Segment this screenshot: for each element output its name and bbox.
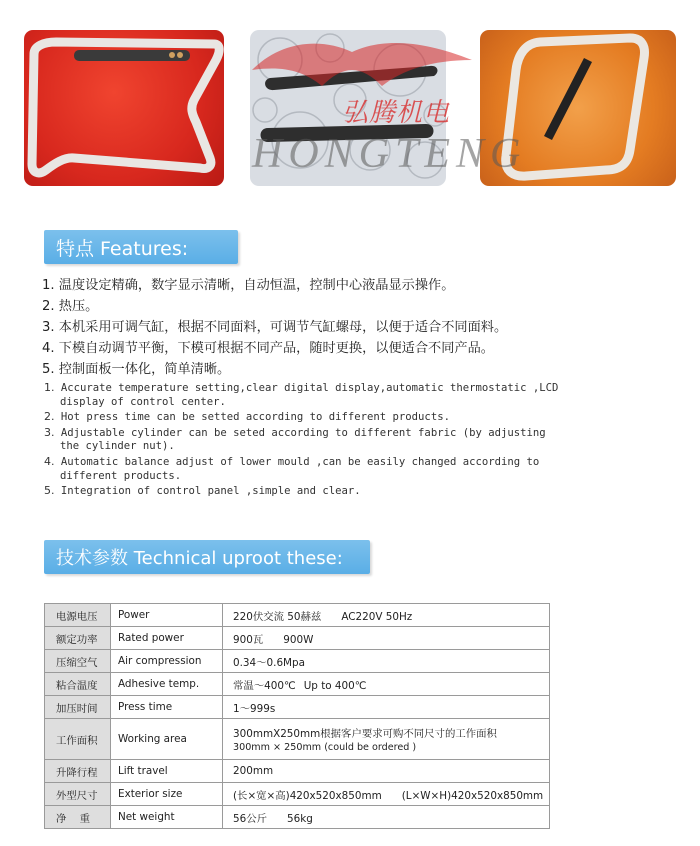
table-row — [45, 806, 550, 829]
spec-label-cn: 额定功率 — [45, 627, 111, 650]
feature-cn-item: 2. 热压。 — [42, 299, 99, 314]
spec-value-sub: 300mm × 250mm (could be ordered ) — [233, 742, 417, 753]
feature-en-number: 2. — [44, 410, 55, 424]
feature-cn-item: 4. 下模自动调节平衡，下模可根据不同产品，随时更换，以便适合不同产品。 — [42, 341, 494, 356]
spec-value-en: 900W — [283, 633, 314, 646]
feature-cn-item: 3. 本机采用可调气缸，根据不同面料，可调节气缸螺母，以便于适合不同面料。 — [42, 320, 508, 335]
features-header: 特点 Features: — [44, 230, 238, 264]
feature-en-item — [44, 381, 664, 409]
spec-value-cn: 900瓦 — [233, 633, 264, 646]
feature-cn-item: 1. 温度设定精确，数字显示清晰，自动恒温，控制中心液晶显示操作。 — [42, 278, 455, 293]
spec-value — [223, 760, 550, 783]
spec-value-cn: 1～999s — [233, 702, 276, 715]
spec-table — [44, 603, 550, 829]
spec-label-cn: 升降行程 — [45, 760, 111, 783]
technical-header: 技术参数 Technical uproot these: — [44, 540, 370, 574]
product-photos — [0, 0, 700, 195]
spec-value-cn: 300mmX250mm根据客户要求可购不同尺寸的工作面积 — [233, 728, 497, 740]
spec-value — [223, 806, 550, 829]
feature-en-item — [44, 426, 664, 454]
table-row — [45, 627, 550, 650]
table-row — [45, 696, 550, 719]
spec-value — [223, 783, 550, 806]
spec-value-en: 56kg — [287, 812, 313, 825]
spec-value — [223, 627, 550, 650]
spec-value — [223, 719, 550, 760]
spec-label-cn: 工作面积 — [45, 719, 111, 760]
feature-en-number: 5. — [44, 484, 55, 498]
feature-en-item — [44, 484, 664, 499]
spec-value — [223, 673, 550, 696]
feature-en-item — [44, 455, 664, 483]
spec-label-cn: 电源电压 — [45, 604, 111, 627]
spec-label-cn: 粘合温度 — [45, 673, 111, 696]
features-list-cn — [42, 275, 662, 380]
feature-cn-item: 5. 控制面板一体化，简单清晰。 — [42, 362, 231, 377]
feature-en-item — [44, 410, 664, 425]
table-row — [45, 783, 550, 806]
watermark-en: HONGTENG — [252, 131, 527, 177]
spec-value-cn: 常温～400℃ — [233, 679, 296, 692]
spec-label-en: Rated power — [111, 627, 223, 650]
spec-label-en: Power — [111, 604, 223, 627]
spec-value — [223, 604, 550, 627]
spec-value-cn: 56公斤 — [233, 812, 268, 825]
features-list-en — [44, 381, 664, 500]
table-row — [45, 673, 550, 696]
feature-en-number: 3. — [44, 425, 55, 439]
feature-en-number: 4. — [44, 454, 55, 468]
spec-label-en: Net weight — [111, 806, 223, 829]
spec-value — [223, 696, 550, 719]
table-row — [45, 760, 550, 783]
feature-en-number: 1. — [44, 381, 55, 394]
spec-label-en: Press time — [111, 696, 223, 719]
spec-value-cn: (长×宽×高)420x520x850mm — [233, 789, 382, 802]
spec-value — [223, 650, 550, 673]
feature-en-text-cont: the cylinder nut). — [60, 440, 175, 453]
spec-label-cn: 压缩空气 — [45, 650, 111, 673]
spec-value-cn: 0.34～0.6Mpa — [233, 656, 305, 669]
spec-value-en: Up to 400℃ — [303, 679, 367, 692]
feature-en-text: Automatic balance adjust of lower mould ,can be easily changed according to — [60, 455, 540, 468]
feature-en-text-cont: display of control center. — [60, 395, 226, 408]
spec-value-cn: 200mm — [233, 765, 274, 777]
spec-label-cn: 外型尺寸 — [45, 783, 111, 806]
spec-label-en: Working area — [111, 719, 223, 760]
feature-en-text: Integration of control panel ,simple and clear. — [60, 485, 361, 498]
spec-value-en: (L×W×H)420x520x850mm — [401, 789, 544, 802]
spec-value-cn: 220伏交流 50赫兹 — [233, 610, 322, 623]
feature-en-text: Adjustable cylinder can be seted according to different fabric (by adjusting — [60, 426, 546, 439]
product-photo-red — [24, 30, 224, 186]
watermark-cn: 弘腾机电 — [342, 98, 451, 128]
spec-label-en: Lift travel — [111, 760, 223, 783]
table-row — [45, 650, 550, 673]
spec-label-en: Air compression — [111, 650, 223, 673]
spec-label-cn: 净 重 — [45, 806, 111, 829]
feature-en-text: Accurate temperature setting,clear digital display,automatic thermostatic ,LCD — [60, 382, 559, 394]
spec-label-en: Adhesive temp. — [111, 673, 223, 696]
feature-en-text: Hot press time can be setted according to different products. — [60, 411, 450, 424]
feature-en-text-cont: different products. — [60, 469, 182, 482]
watermark-logo — [232, 30, 527, 177]
spec-label-cn: 加压时间 — [45, 696, 111, 719]
spec-label-en: Exterior size — [111, 783, 223, 806]
table-row — [45, 604, 550, 627]
table-row — [45, 719, 550, 760]
spec-value-en: AC220V 50Hz — [341, 610, 413, 623]
